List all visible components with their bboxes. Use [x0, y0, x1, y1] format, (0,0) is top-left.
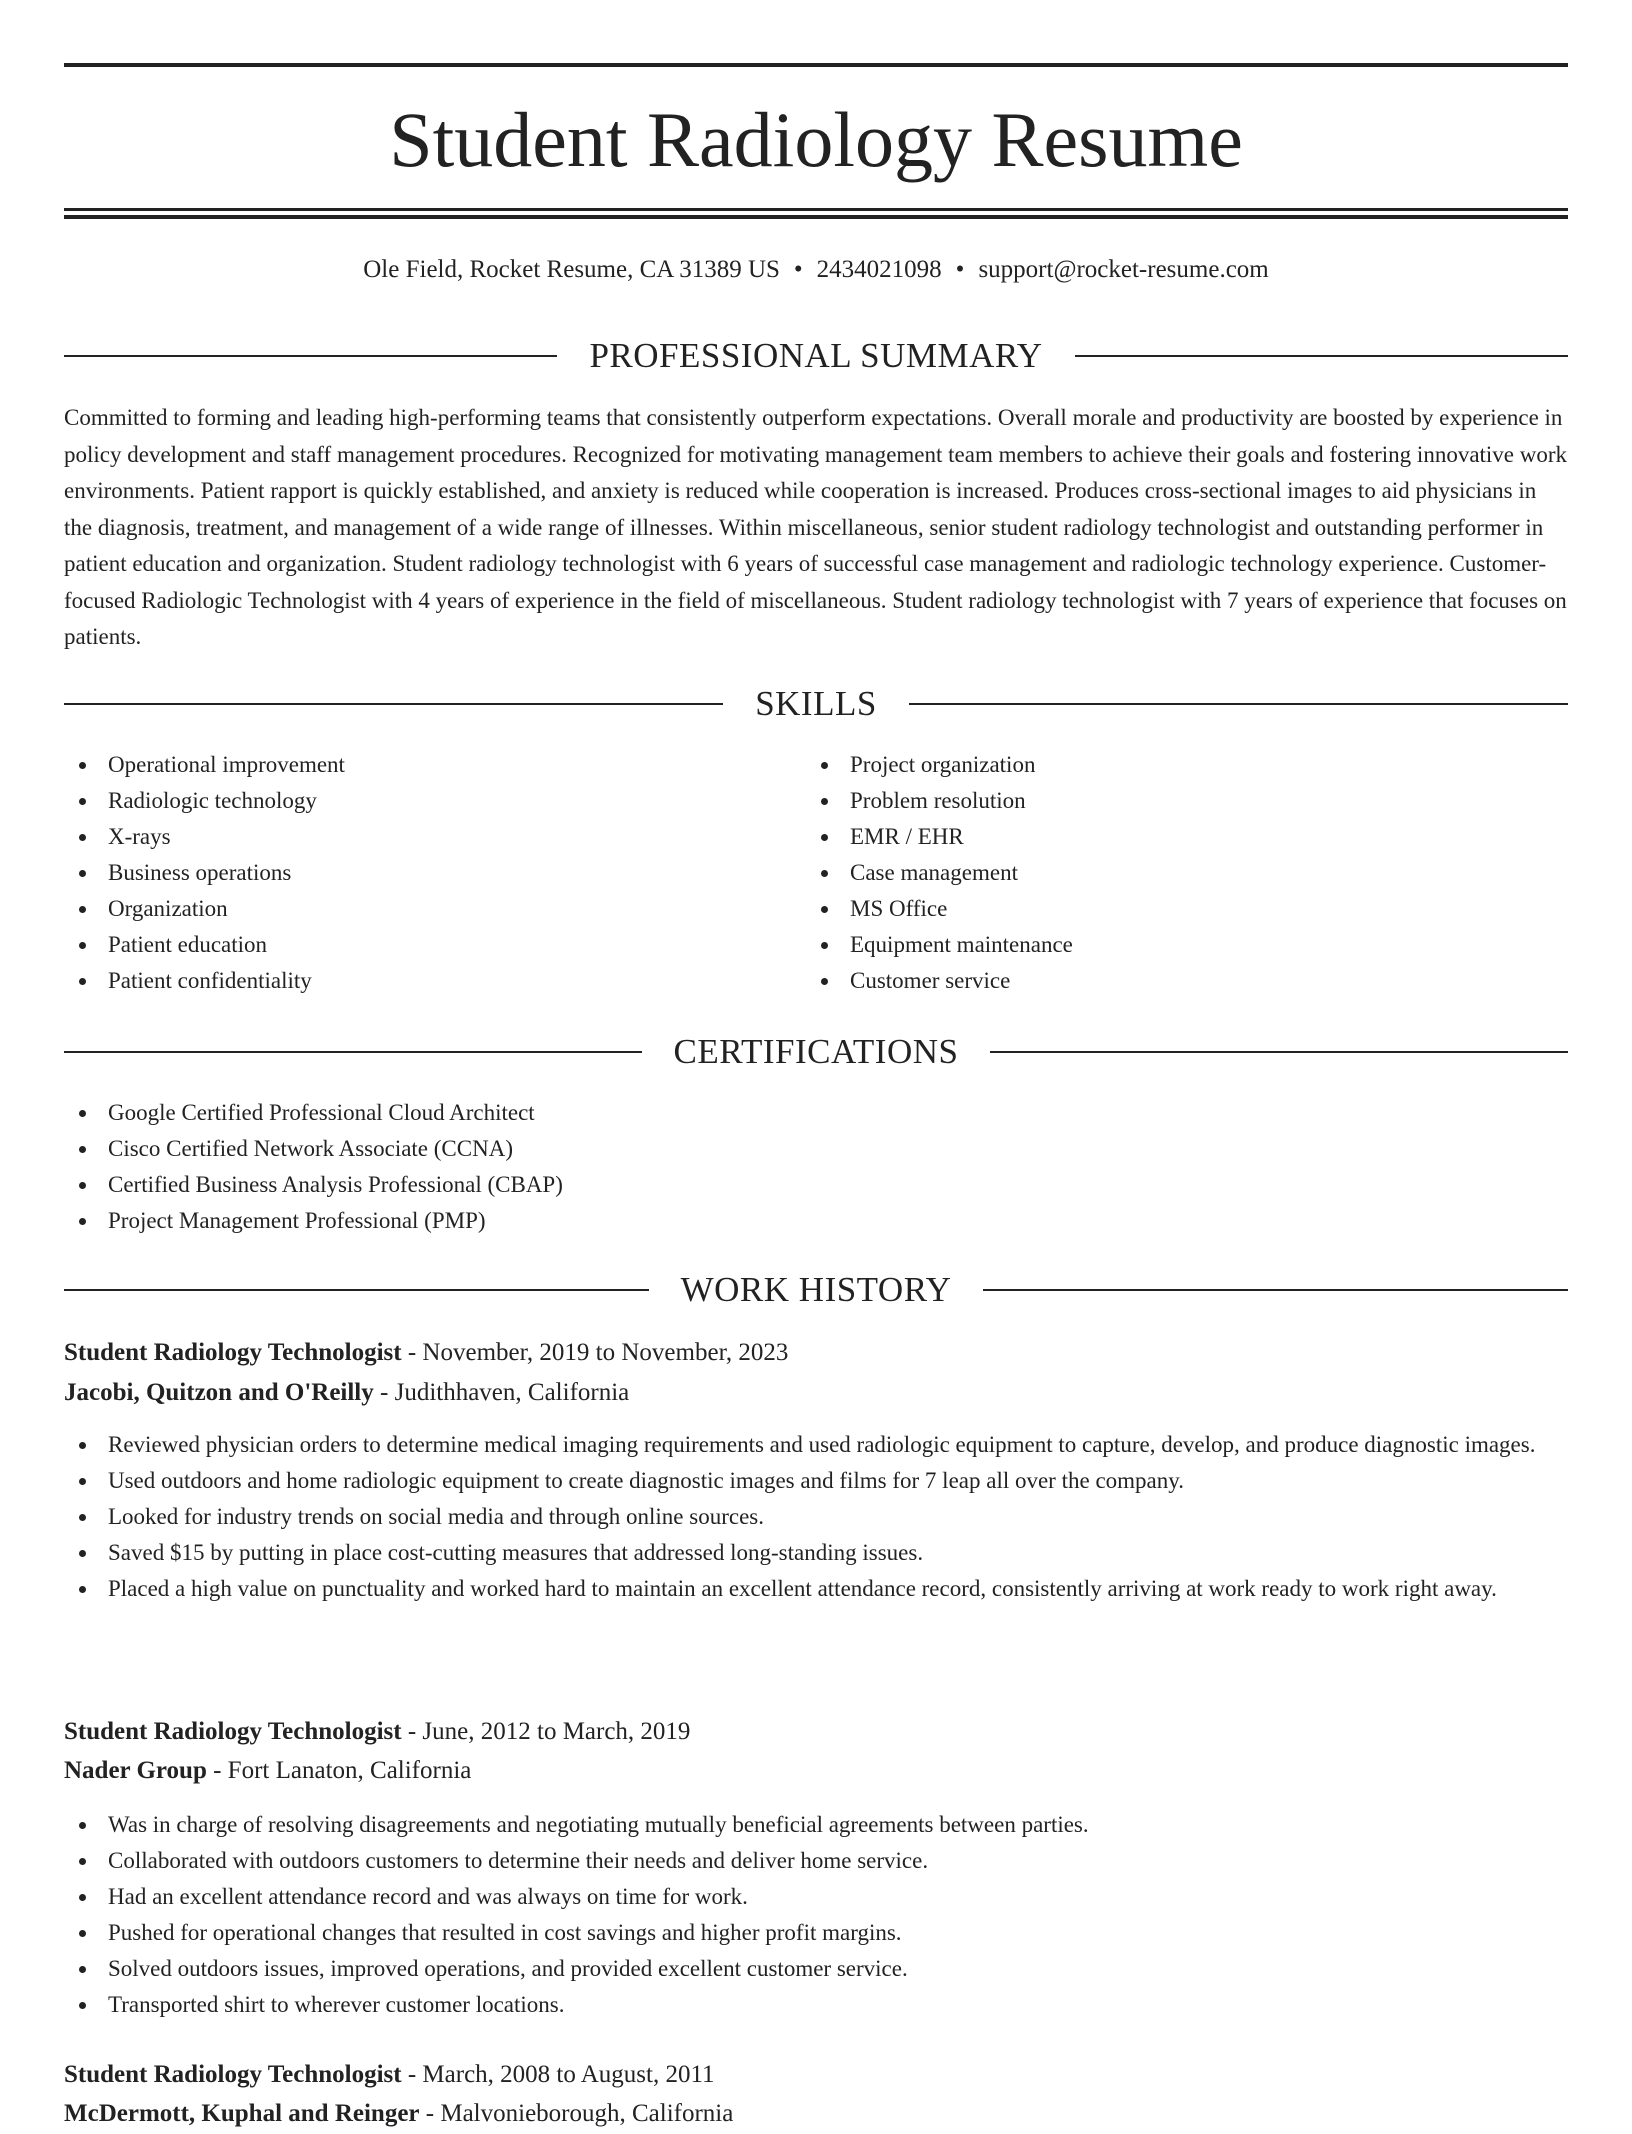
job-title: Student Radiology Technologist	[64, 2061, 402, 2088]
heading-rule-right	[1075, 355, 1568, 357]
job-dates: - June, 2012 to March, 2019	[407, 1718, 691, 1745]
contact-separator: •	[793, 256, 803, 283]
skills-heading	[64, 680, 1568, 728]
job-duty-item: Transported shirt to wherever customer locations.	[64, 1987, 1568, 2023]
skill-item: Patient confidentiality	[64, 963, 764, 999]
skill-item: X-rays	[64, 819, 764, 855]
contact-address: Ole Field, Rocket Resume, CA 31389 US	[363, 256, 780, 283]
certification-item: Google Certified Professional Cloud Architect	[64, 1095, 1568, 1131]
job-title-line	[64, 1712, 1568, 1752]
job-duties-list	[64, 1807, 1568, 2023]
certifications-heading	[64, 1028, 1568, 1076]
summary-text: Committed to forming and leading high-performing teams that consistently outperform expectations. Overall morale and productivity are boosted by experience in policy development and staff management procedures. Recognized for motivating management team members to achieve their goals and fostering innovative work environments. Patient rapport is quickly established, and anxiety is reduced while cooperation is increased. Produces cross-sectional images to aid physicians in the diagnosis, treatment, and management of a wide range of illnesses. Within miscellaneous, senior student radiology technologist and outstanding performer in patient education and organization. Student radiology technologist with 6 years of successful case management and radiologic technology experience. Customer-focused Radiologic Technologist with 4 years of experience in the field of miscellaneous. Student radiology technologist with 7 years of experience that focuses on patients.	[64, 405, 1568, 649]
contact-line	[64, 252, 1568, 288]
certification-item: Cisco Certified Network Associate (CCNA)	[64, 1131, 1568, 1167]
skill-item: Organization	[64, 891, 764, 927]
job-title: Student Radiology Technologist	[64, 1718, 402, 1745]
skill-item: Problem resolution	[806, 783, 1506, 819]
header-double-rule-lower	[64, 215, 1568, 219]
skill-item: EMR / EHR	[806, 819, 1506, 855]
resume-title: Student Radiology Resume	[389, 96, 1243, 183]
job-duty-item: Saved $15 by putting in place cost-cutting measures that addressed long-standing issues.	[64, 1535, 1568, 1571]
work-history-heading	[64, 1266, 1568, 1314]
skill-item: Project organization	[806, 747, 1506, 783]
skills-list-right	[806, 747, 1506, 999]
skill-item: Equipment maintenance	[806, 927, 1506, 963]
work-history-heading-label: WORK HISTORY	[680, 1270, 952, 1309]
skill-item: Patient education	[64, 927, 764, 963]
job-duty-item: Pushed for operational changes that resulted in cost savings and higher profit margins.	[64, 1915, 1568, 1951]
job-company: Jacobi, Quitzon and O'Reilly	[64, 1379, 374, 1406]
job-dates: - November, 2019 to November, 2023	[407, 1339, 789, 1366]
heading-rule-right	[990, 1051, 1568, 1053]
job-duty-item: Reviewed physician orders to determine medical imaging requirements and used radiologic equipment to capture, develop, and produce diagnostic images.	[64, 1427, 1568, 1463]
job-duty-item: Was in charge of resolving disagreements and negotiating mutually beneficial agreements between parties.	[64, 1807, 1568, 1843]
job-dates: - March, 2008 to August, 2011	[407, 2061, 715, 2088]
job-company: McDermott, Kuphal and Reinger	[64, 2100, 420, 2127]
skills-heading-label: SKILLS	[755, 684, 877, 723]
header-top-rule	[64, 63, 1568, 67]
job-duty-item: Used outdoors and home radiologic equipment to create diagnostic images and films for 7 leap all over the company.	[64, 1463, 1568, 1499]
skills-list-left	[64, 747, 764, 999]
heading-rule-left	[64, 355, 557, 357]
job-location: - Malvonieborough, California	[425, 2100, 734, 2127]
contact-phone: 2434021098	[816, 256, 942, 283]
summary-heading-label: PROFESSIONAL SUMMARY	[589, 336, 1043, 375]
job-company-line	[64, 2094, 1568, 2134]
skill-item: Case management	[806, 855, 1506, 891]
job-company: Nader Group	[64, 1757, 207, 1784]
certifications-heading-label: CERTIFICATIONS	[673, 1032, 959, 1071]
certification-item: Project Management Professional (PMP)	[64, 1203, 1568, 1239]
job-duty-item: Collaborated with outdoors customers to determine their needs and deliver home service.	[64, 1843, 1568, 1879]
contact-email: support@rocket-resume.com	[978, 256, 1269, 283]
heading-rule-left	[64, 1289, 649, 1291]
heading-rule-left	[64, 703, 723, 705]
skill-item: Customer service	[806, 963, 1506, 999]
heading-rule-right	[909, 703, 1568, 705]
skill-item: Business operations	[64, 855, 764, 891]
heading-rule-left	[64, 1051, 642, 1053]
job-duties-list	[64, 1427, 1568, 1607]
skill-item: Radiologic technology	[64, 783, 764, 819]
job-company-line	[64, 1373, 1568, 1413]
skill-item: MS Office	[806, 891, 1506, 927]
job-duty-item: Solved outdoors issues, improved operations, and provided excellent customer service.	[64, 1951, 1568, 1987]
skill-item: Operational improvement	[64, 747, 764, 783]
heading-rule-right	[983, 1289, 1568, 1291]
job-duty-item: Looked for industry trends on social media and through online sources.	[64, 1499, 1568, 1535]
certifications-list	[64, 1095, 1568, 1239]
job-duty-item: Placed a high value on punctuality and worked hard to maintain an excellent attendance record, consistently arriving at work ready to work right away.	[64, 1571, 1568, 1607]
job-duty-item: Had an excellent attendance record and was always on time for work.	[64, 1879, 1568, 1915]
job-company-line	[64, 1751, 1568, 1791]
job-location: - Judithhaven, California	[380, 1379, 630, 1406]
job-title: Student Radiology Technologist	[64, 1339, 402, 1366]
contact-separator: •	[955, 256, 965, 283]
summary-heading	[64, 332, 1568, 380]
job-title-line	[64, 2055, 1568, 2095]
certification-item: Certified Business Analysis Professional (CBAP)	[64, 1167, 1568, 1203]
job-title-line	[64, 1333, 1568, 1373]
job-location: - Fort Lanaton, California	[213, 1757, 472, 1784]
header-double-rule-upper	[64, 208, 1568, 211]
